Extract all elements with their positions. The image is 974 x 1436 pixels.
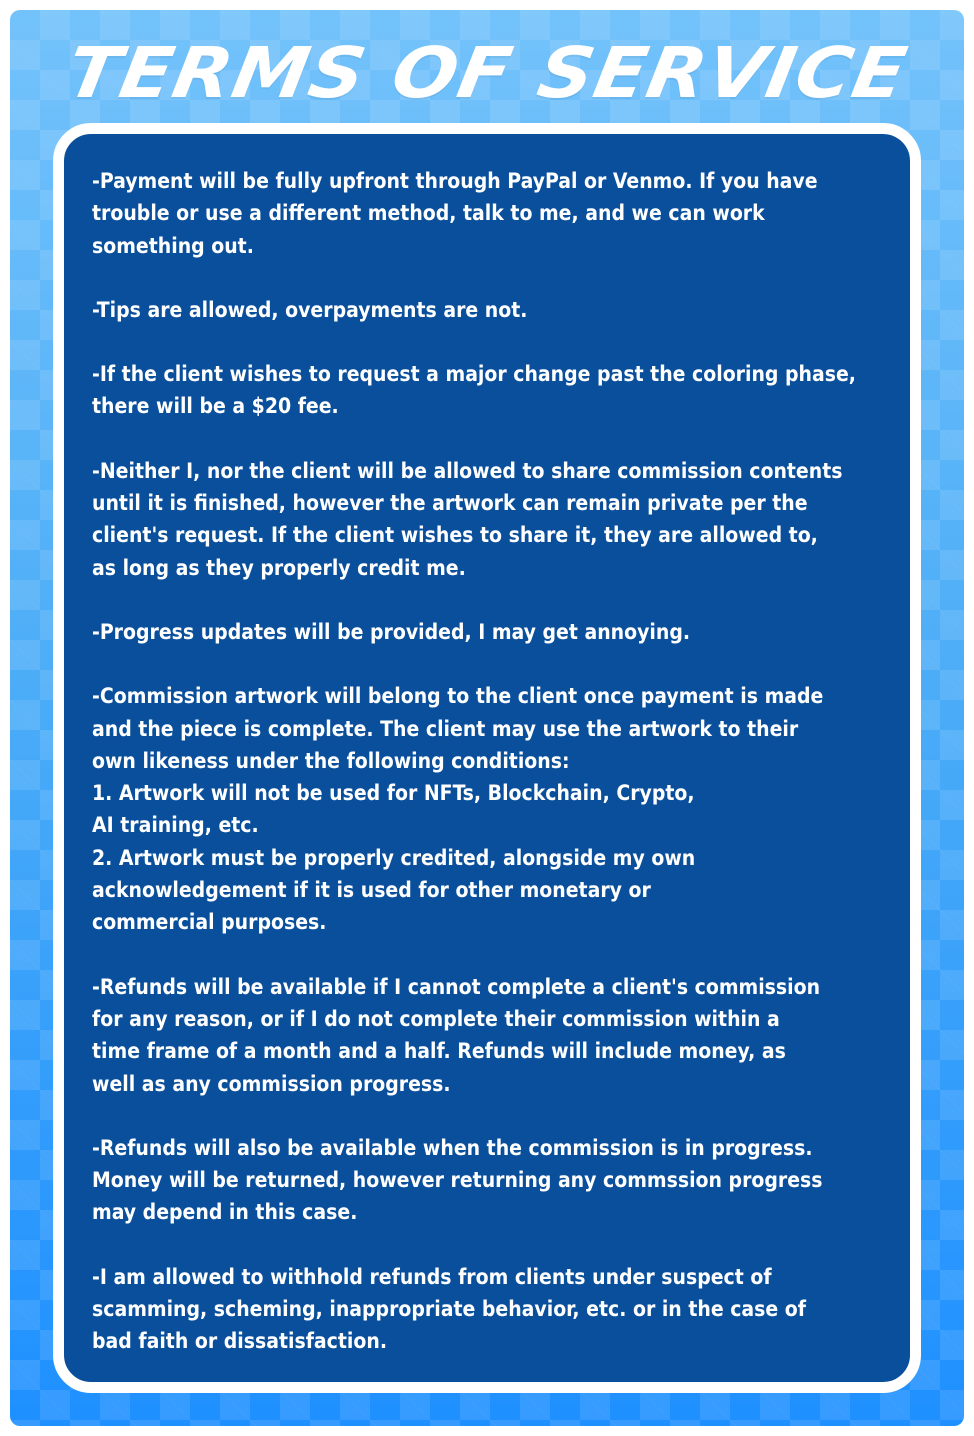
tos-background: [10, 10, 964, 1426]
term-progress-updates: -Progress updates will be provided, I may get annoying.: [92, 619, 691, 644]
term-refunds-in-progress: -Refunds will also be available when the commission is in progress. Money will be returned, however returning any commssion progress may depend in this case.: [92, 1135, 823, 1225]
term-ownership: -Commission artwork will belong to the client once payment is made and the piece is complete. The client may use the artwork to their own likeness under the following conditions: 1. Artwork will not be used for NFTs, Blockchain, Crypto, AI training, etc. 2. Artwork must be properly credited, alongside my own acknowledgement if it is used for other monetary or commercial purposes.: [92, 684, 824, 935]
term-refunds: -Refunds will be available if I cannot complete a client's commission for any reason, or if I do not complete their commission within a time frame of a month and a half. Refunds will include money, as well as any commission progress.: [92, 974, 821, 1096]
term-sharing: -Neither I, nor the client will be allowed to share commission contents until it is finished, however the artwork can remain private per the client's request. If the client wishes to share it, they are allowed to, as long as they properly credit me.: [92, 458, 843, 580]
term-payment: -Payment will be fully upfront through PayPal or Venmo. If you have trouble or use a different method, talk to me, and we can work something out.: [92, 169, 818, 258]
term-major-change-fee: -If the client wishes to request a major change past the coloring phase, there will be a $20 fee.: [92, 362, 856, 419]
term-tips: -Tips are allowed, overpayments are not.: [92, 297, 528, 322]
terms-panel: [53, 123, 921, 1393]
term-withhold-refunds: -I am allowed to withhold refunds from clients under suspect of scamming, scheming, inappropriate behavior, etc. or in the case of bad faith or dissatisfaction.: [92, 1264, 806, 1354]
page-title: TERMS OF SERVICE: [60, 31, 914, 114]
